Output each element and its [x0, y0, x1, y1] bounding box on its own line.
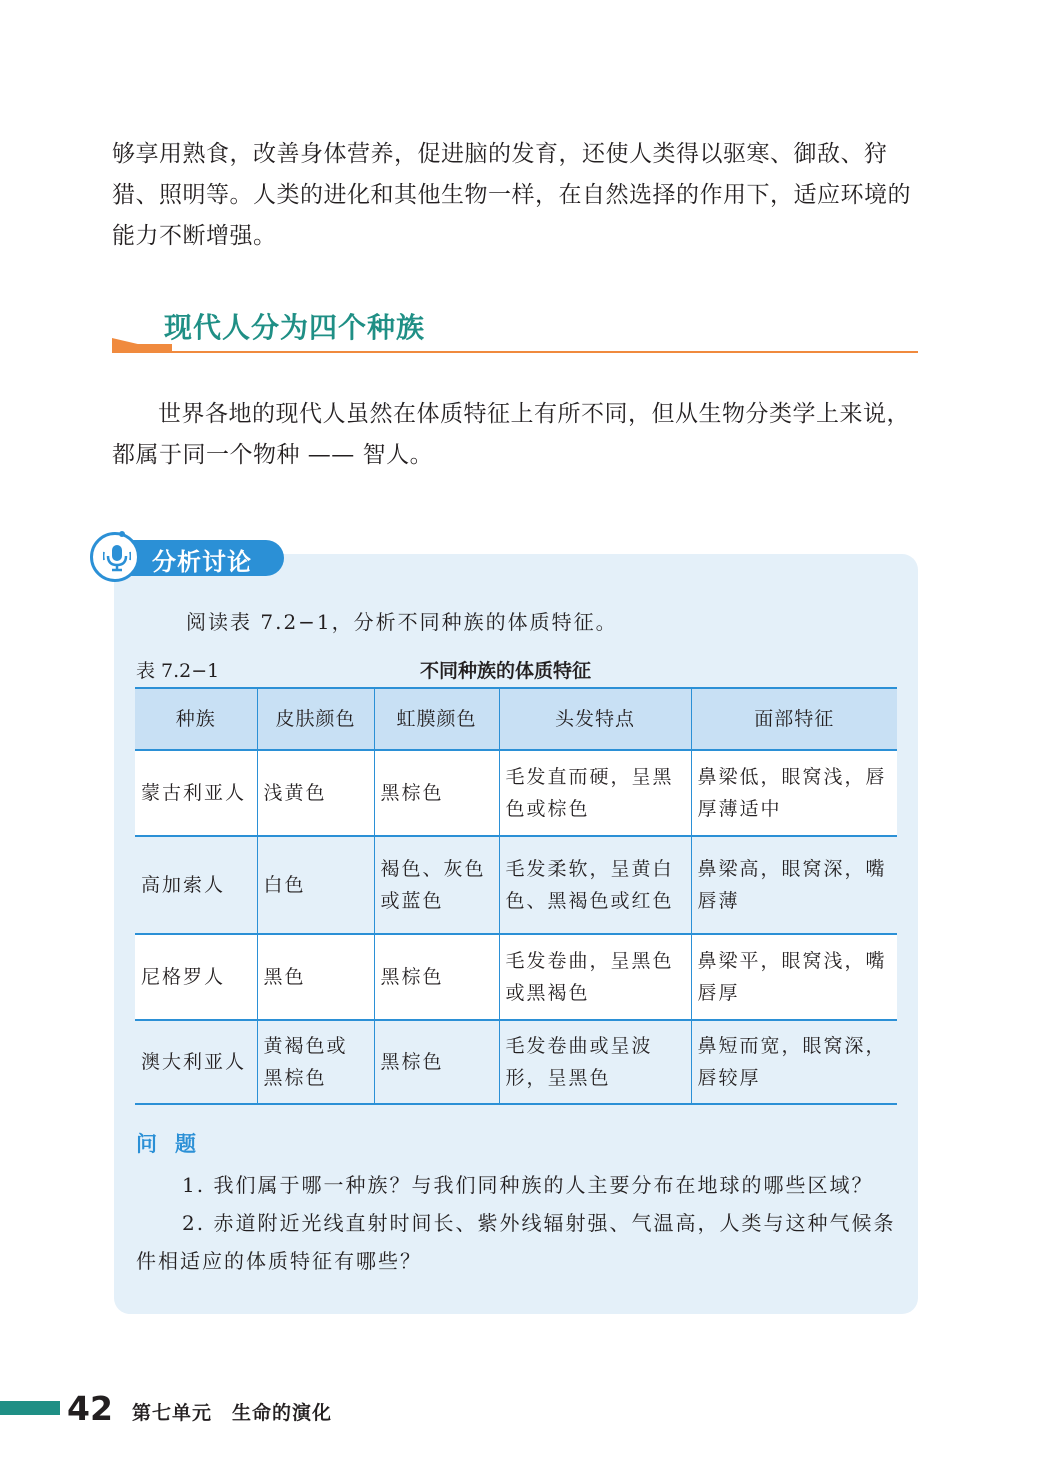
header-face: 面部特征 — [691, 688, 897, 750]
section-heading — [112, 300, 918, 358]
cell-iris: 黑棕色 — [374, 934, 499, 1020]
questions-heading: 问题 — [136, 1132, 214, 1156]
cell-hair: 毛发卷曲，呈黑色或黑褐色 — [499, 934, 691, 1020]
header-iris-color: 虹膜颜色 — [374, 688, 499, 750]
discussion-intro: 阅读表 7.2−1，分析不同种族的体质特征。 — [186, 610, 618, 634]
traits-table — [135, 687, 897, 1105]
microphone-icon — [103, 543, 131, 573]
unit-label: 第七单元 — [132, 1402, 213, 1424]
cell-skin: 黄褐色或黑棕色 — [257, 1020, 374, 1104]
cell-race: 尼格罗人 — [135, 934, 257, 1020]
cell-hair: 毛发柔软，呈黄白色、黑褐色或红色 — [499, 836, 691, 934]
section-title: 现代人分为四个种族 — [164, 311, 426, 344]
cell-hair: 毛发卷曲或呈波形，呈黑色 — [499, 1020, 691, 1104]
table-row — [135, 836, 897, 934]
cell-race: 高加索人 — [135, 836, 257, 934]
cell-skin: 黑色 — [257, 934, 374, 1020]
question-2: 2. 赤道附近光线直射时间长、紫外线辐射强、气温高，人类与这种气候条件相适应的体质特征有哪些？ — [136, 1211, 896, 1273]
cell-iris: 黑棕色 — [374, 750, 499, 836]
table-number: 表 7.2−1 — [136, 660, 220, 682]
heading-underline — [112, 351, 918, 353]
question-1: 1. 我们属于哪一种族？与我们同种族的人主要分布在地球的哪些区域？ — [182, 1173, 874, 1197]
body-paragraph-1: 够享用熟食，改善身体营养，促进脑的发育，还使人类得以驱寒、御敌、狩猎、照明等。人类的进化和其他生物一样，在自然选择的作用下，适应环境的能力不断增强。 — [112, 141, 911, 249]
badge-title: 分析讨论 — [152, 548, 252, 576]
page-number: 42 — [67, 1389, 113, 1428]
cell-face: 鼻梁高，眼窝深，嘴唇薄 — [691, 836, 897, 934]
cell-hair: 毛发直而硬，呈黑色或棕色 — [499, 750, 691, 836]
badge-dot — [119, 531, 125, 537]
table-header-row — [135, 688, 897, 750]
badge-circle — [90, 532, 140, 582]
cell-race: 澳大利亚人 — [135, 1020, 257, 1104]
header-hair: 头发特点 — [499, 688, 691, 750]
footer-accent-bar — [0, 1401, 60, 1415]
table-row — [135, 1020, 897, 1104]
cell-face: 鼻梁平，眼窝浅，嘴唇厚 — [691, 934, 897, 1020]
table-caption: 不同种族的体质特征 — [420, 660, 592, 682]
cell-skin: 浅黄色 — [257, 750, 374, 836]
discussion-badge — [88, 530, 288, 584]
chapter-label: 生命的演化 — [232, 1402, 333, 1424]
cell-face: 鼻短而宽，眼窝深，唇较厚 — [691, 1020, 897, 1104]
header-skin-color: 皮肤颜色 — [257, 688, 374, 750]
table-row — [135, 934, 897, 1020]
body-paragraph-2: 世界各地的现代人虽然在体质特征上有所不同，但从生物分类学上来说，都属于同一个物种 —— 智人。 — [112, 401, 910, 468]
cell-iris: 褐色、灰色或蓝色 — [374, 836, 499, 934]
cell-skin: 白色 — [257, 836, 374, 934]
header-race: 种族 — [135, 688, 257, 750]
cell-face: 鼻梁低，眼窝浅，唇厚薄适中 — [691, 750, 897, 836]
cell-iris: 黑棕色 — [374, 1020, 499, 1104]
table-row — [135, 750, 897, 836]
cell-race: 蒙古利亚人 — [135, 750, 257, 836]
